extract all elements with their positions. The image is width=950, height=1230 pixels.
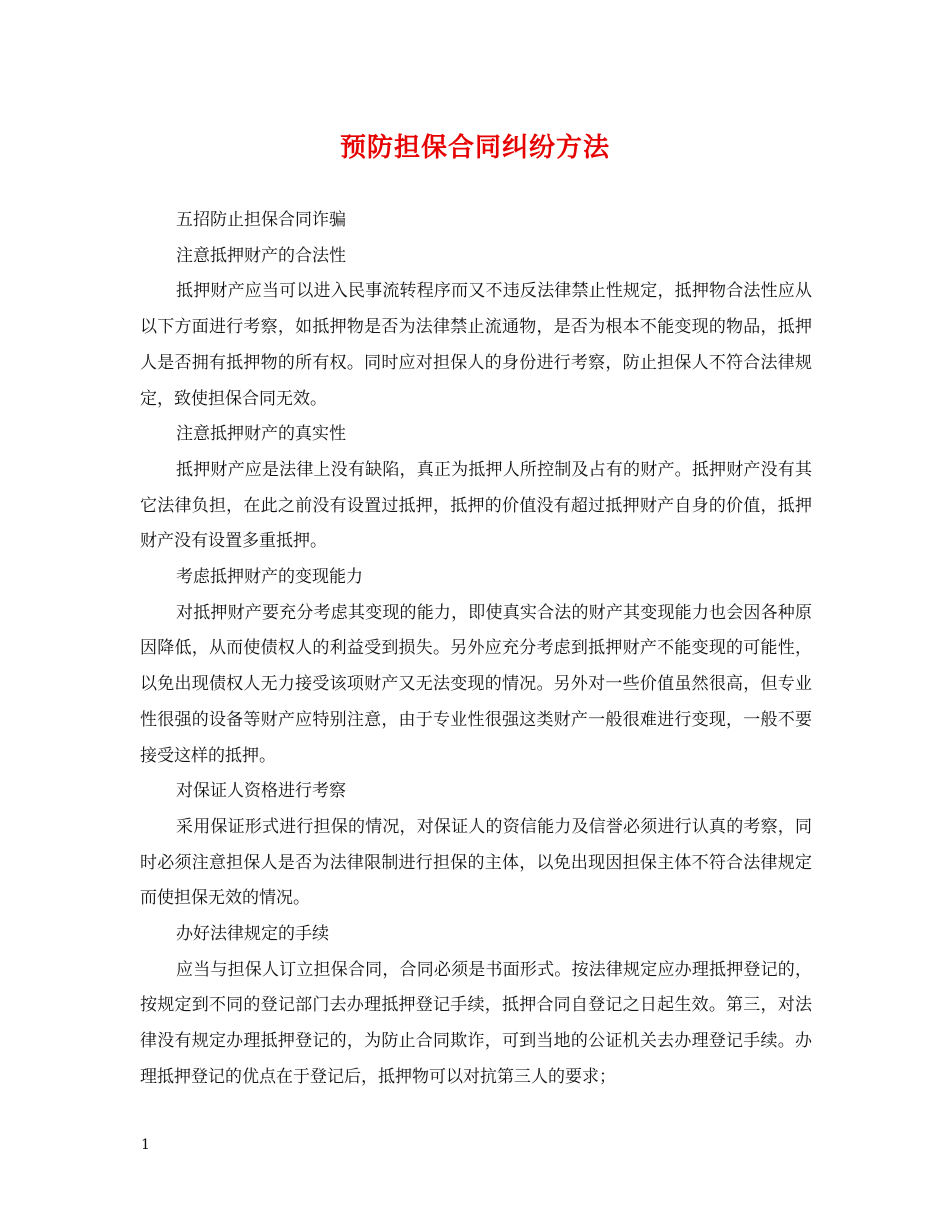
- section-heading: 注意抵押财产的合法性: [176, 245, 346, 266]
- section-heading: 办好法律规定的手续: [176, 924, 329, 945]
- body-paragraph: 应当与担保人订立担保合同，合同必须是书面形式。按法律规定应办理抵押登记的，按规定到不同的登记部门去办理抵押登记手续，抵押合同自登记之日起生效。第三，对法律没有规定办理抵押登记的，为防止合同欺诈，可到当地的公证机关去办理登记手续。办理抵押登记的优点在于登记后，抵押物可以对抗第三人的要求；: [140, 959, 812, 1087]
- section-heading: 考虑抵押财产的变现能力: [176, 567, 363, 588]
- document-title: 预防担保合同纠纷方法: [339, 133, 610, 163]
- document-body: [140, 203, 812, 1096]
- section-heading: 对保证人资格进行考察: [176, 781, 346, 802]
- body-paragraph: 抵押财产应是法律上没有缺陷，真正为抵押人所控制及占有的财产。抵押财产没有其它法律负担，在此之前没有设置过抵押，抵押的价值没有超过抵押财产自身的价值，抵押财产没有设置多重抵押。: [140, 459, 812, 552]
- body-paragraph: 抵押财产应当可以进入民事流转程序而又不违反法律禁止性规定，抵押物合法性应从以下方面进行考察，如抵押物是否为法律禁止流通物，是否为根本不能变现的物品，抵押人是否拥有抵押物的所有权。同时应对担保人的身份进行考察，防止担保人不符合法律规定，致使担保合同无效。: [140, 281, 812, 409]
- section-heading: 五招防止担保合同诈骗: [176, 210, 346, 230]
- section-heading: 注意抵押财产的真实性: [176, 424, 346, 445]
- body-paragraph: 采用保证形式进行担保的情况，对保证人的资信能力及信誉必须进行认真的考察，同时必须注意担保人是否为法律限制进行担保的主体，以免出现因担保主体不符合法律规定而使担保无效的情况。: [140, 816, 812, 909]
- body-paragraph: 对抵押财产要充分考虑其变现的能力，即使真实合法的财产其变现能力也会因各种原因降低，从而使债权人的利益受到损失。另外应充分考虑到抵押财产不能变现的可能性，以免出现债权人无力接受该项财产又无法变现的情况。另外对一些价值虽然很高，但专业性很强的设备等财产应特别注意，由于专业性很强这类财产一般很难进行变现，一般不要接受这样的抵押。: [140, 602, 812, 766]
- page-number: 1: [141, 1137, 150, 1153]
